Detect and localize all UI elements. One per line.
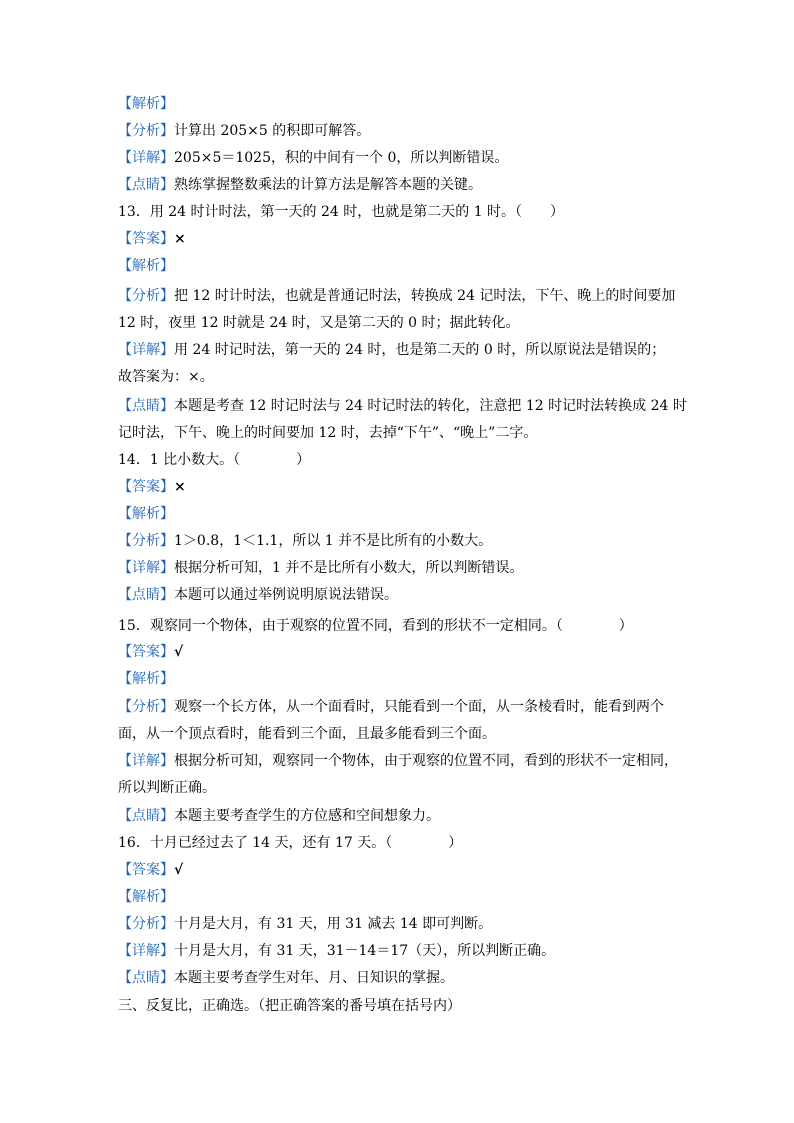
fenxi-13-line1: 【分析】把 12 时计时法，也就是普通记时法，转换成 24 记时法，下午、晚上的时间要加	[118, 288, 676, 304]
analysis-heading-16: 【解析】	[118, 889, 174, 905]
fenxi-13-line2: 12 时，夜里 12 时就是 24 时，又是第二天的 0 时；据此转化。	[118, 315, 520, 331]
detail-13-line1: 【详解】用 24 时记时法，第一天的 24 时，也是第二天的 0 时，所以原说法是错误的；	[118, 342, 666, 358]
question-13: 13．用 24 时计时法，第一天的 24 时，也就是第二天的 1 时。（ ）	[118, 204, 565, 220]
fenxi-16: 【分析】十月是大月，有 31 天，用 31 减去 14 即可判断。	[118, 916, 493, 932]
fenxi-15-line2: 面，从一个顶点看时，能看到三个面，且最多能看到三个面。	[118, 726, 496, 742]
remark-16: 【点睛】本题主要考查学生对年、月、日知识的掌握。	[118, 970, 454, 986]
fenxi-line: 【分析】计算出 205×5 的积即可解答。	[118, 123, 371, 139]
fenxi-15-line1: 【分析】观察一个长方体，从一个面看时，只能看到一个面，从一条棱看时，能看到两个	[118, 699, 664, 715]
detail-14: 【详解】根据分析可知，1 并不是比所有小数大，所以判断错误。	[118, 560, 524, 576]
section-3-heading: 三、反复比，正确选。（把正确答案的番号填在括号内）	[118, 998, 461, 1014]
answer-13: 【答案】×	[118, 231, 186, 247]
question-16: 16．十月已经过去了 14 天，还有 17 天。（ ）	[118, 835, 463, 851]
detail-16: 【详解】十月是大月，有 31 天，31－14＝17（天），所以判断正确。	[118, 943, 556, 959]
question-15: 15．观察同一个物体，由于观察的位置不同，看到的形状不一定相同。（ ）	[118, 618, 633, 634]
remark-line: 【点睛】熟练掌握整数乘法的计算方法是解答本题的关键。	[118, 177, 482, 193]
answer-16: 【答案】√	[118, 862, 184, 878]
analysis-heading-15: 【解析】	[118, 671, 174, 687]
detail-15-line1: 【详解】根据分析可知，观察同一个物体，由于观察的位置不同，看到的形状不一定相同，	[118, 753, 678, 769]
detail-line: 【详解】205×5＝1025，积的中间有一个 0，所以判断错误。	[118, 150, 509, 166]
question-14: 14．1 比小数大。（ ）	[118, 452, 311, 468]
remark-14: 【点睛】本题可以通过举例说明原说法错误。	[118, 587, 398, 603]
answer-14: 【答案】×	[118, 479, 186, 495]
detail-13-line2: 故答案为：×。	[118, 369, 214, 385]
remark-13-line1: 【点睛】本题是考查 12 时记时法与 24 时记时法的转化，注意把 12 时记时法转换成 24 时	[118, 398, 687, 414]
answer-15: 【答案】√	[118, 644, 184, 660]
detail-15-line2: 所以判断正确。	[118, 780, 216, 796]
analysis-heading-13: 【解析】	[118, 258, 174, 274]
fenxi-14: 【分析】1＞0.8，1＜1.1，所以 1 并不是比所有的小数大。	[118, 533, 493, 549]
remark-15: 【点睛】本题主要考查学生的方位感和空间想象力。	[118, 808, 440, 824]
analysis-heading: 【解析】	[118, 96, 174, 112]
analysis-heading-14: 【解析】	[118, 506, 174, 522]
remark-13-line2: 记时法，下午、晚上的时间要加 12 时，去掉“下午”、“晚上”二字。	[118, 425, 538, 441]
